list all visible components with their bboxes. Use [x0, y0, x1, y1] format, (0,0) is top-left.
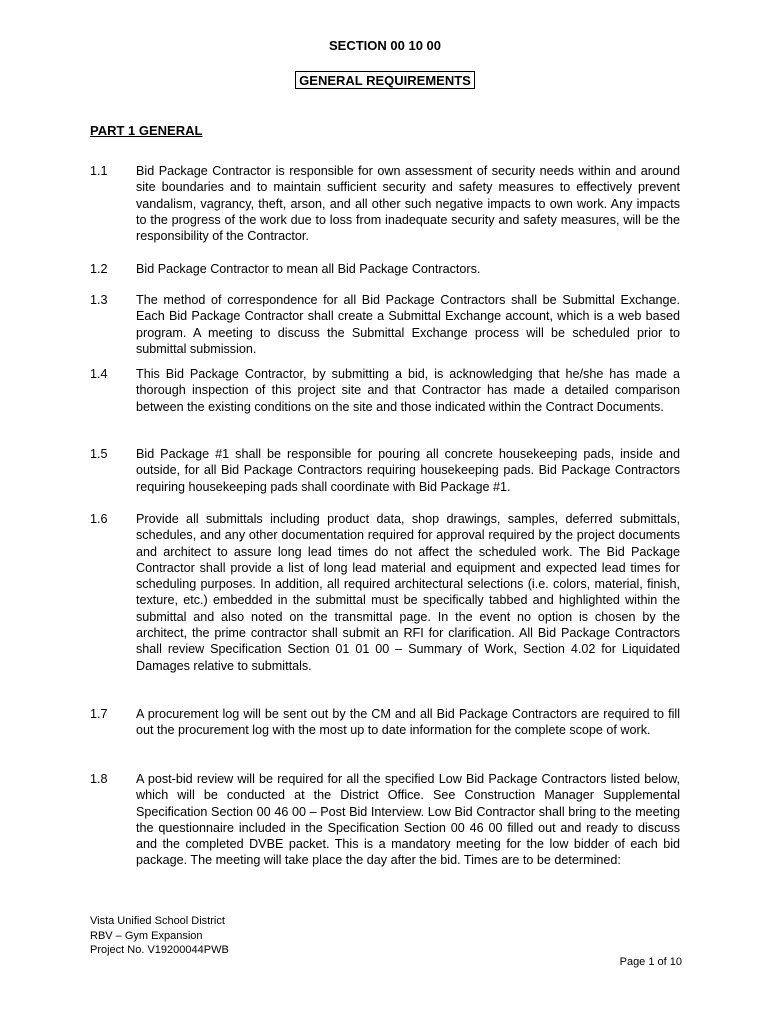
paragraph-text: A procurement log will be sent out by the CM and all Bid Package Contractors are required to fill out the procurement log with the most up to date information for the complete scope of work. — [136, 707, 680, 738]
paragraph-number: 1.3 — [90, 293, 108, 307]
paragraph-number: 1.8 — [90, 772, 108, 786]
paragraph-number: 1.6 — [90, 512, 108, 526]
footer-project-name: RBV – Gym Expansion — [90, 929, 203, 942]
paragraph-text: Bid Package Contractor to mean all Bid Package Contractors. — [136, 262, 481, 276]
paragraph-1-3 — [90, 292, 680, 357]
section-title-box — [0, 71, 770, 89]
paragraph-1-8 — [90, 771, 680, 869]
paragraph-number: 1.7 — [90, 707, 108, 721]
paragraph-number: 1.2 — [90, 262, 108, 276]
paragraph-text: Bid Package Contractor is responsible for own assessment of security needs within and around site boundaries and to maintain sufficient security and safety measures to effectively prevent vandalism, vagrancy, theft, arson, and all other such negative impacts to own work. Any impacts to the progress of the work due to loss from inadequate security and safety measures, will be the responsibility of the Contractor. — [136, 164, 680, 244]
footer-project-number: Project No. V19200044PWB — [90, 944, 229, 956]
page-number: Page 1 of 10 — [619, 956, 682, 968]
section-number: SECTION 00 10 00 — [329, 38, 441, 53]
footer-project-info — [90, 914, 229, 958]
paragraph-text: This Bid Package Contractor, by submitting a bid, is acknowledging that he/she has made a thorough inspection of this project site and that Contractor has made a detailed comparison between the existing conditions on the site and those indicated within the Contract Documents. — [136, 367, 680, 414]
paragraph-1-4 — [90, 366, 680, 415]
section-title: GENERAL REQUIREMENTS — [295, 71, 475, 89]
paragraph-text: Bid Package #1 shall be responsible for pouring all concrete housekeeping pads, inside and outside, for all Bid Package Contractors requiring housekeeping pads. Bid Package Contractors requiring housekeeping pads shall coordinate with Bid Package #1. — [136, 447, 680, 494]
paragraph-1-2 — [90, 261, 680, 277]
paragraph-text: Provide all submittals including product data, shop drawings, samples, deferred submittals, schedules, and any other documentation required for approval required by the project documents and architect to assure long lead times do not affect the scheduled work. The Bid Package Contractor shall provide a list of long lead material and equipment and expected lead times for scheduling purposes. In addition, all required architectural selections (i.e. colors, material, finish, texture, etc.) embedded in the submittal must be specifically tabbed and highlighted within the submittal and also noted on the transmittal page. In the event no option is chosen by the architect, the prime contractor shall submit an RFI for clarification. All Bid Package Contractors shall review Specification Section 01 01 00 – Summary of Work, Section 4.02 for Liquidated Damages relative to submittals. — [136, 512, 680, 673]
paragraph-number: 1.4 — [90, 367, 108, 381]
paragraph-1-1 — [90, 163, 680, 244]
footer-district: Vista Unified School District — [90, 915, 225, 927]
part-heading: PART 1 GENERAL — [90, 123, 203, 138]
paragraph-1-5 — [90, 446, 680, 495]
paragraph-text: The method of correspondence for all Bid Package Contractors shall be Submittal Exchange. Each Bid Package Contractor shall create a Submittal Exchange account, which is a web based program. A meeting to discuss the Submittal Exchange process will be scheduled prior to submittal submission. — [136, 293, 680, 356]
paragraph-number: 1.5 — [90, 447, 108, 461]
paragraph-text: A post-bid review will be required for all the specified Low Bid Package Contractors listed below, which will be conducted at the District Office. See Construction Manager Supplemental Specification Section 00 46 00 – Post Bid Interview. Low Bid Contractor shall bring to the meeting the questionnaire included in the Specification Section 00 46 00 filled out and ready to discuss and the completed DVBE packet. This is a mandatory meeting for the low bidder of each bid package. The meeting will take place the day after the bid. Times are to be determined: — [136, 772, 680, 868]
paragraph-1-7 — [90, 706, 680, 739]
paragraph-1-6 — [90, 511, 680, 674]
paragraph-number: 1.1 — [90, 164, 108, 178]
